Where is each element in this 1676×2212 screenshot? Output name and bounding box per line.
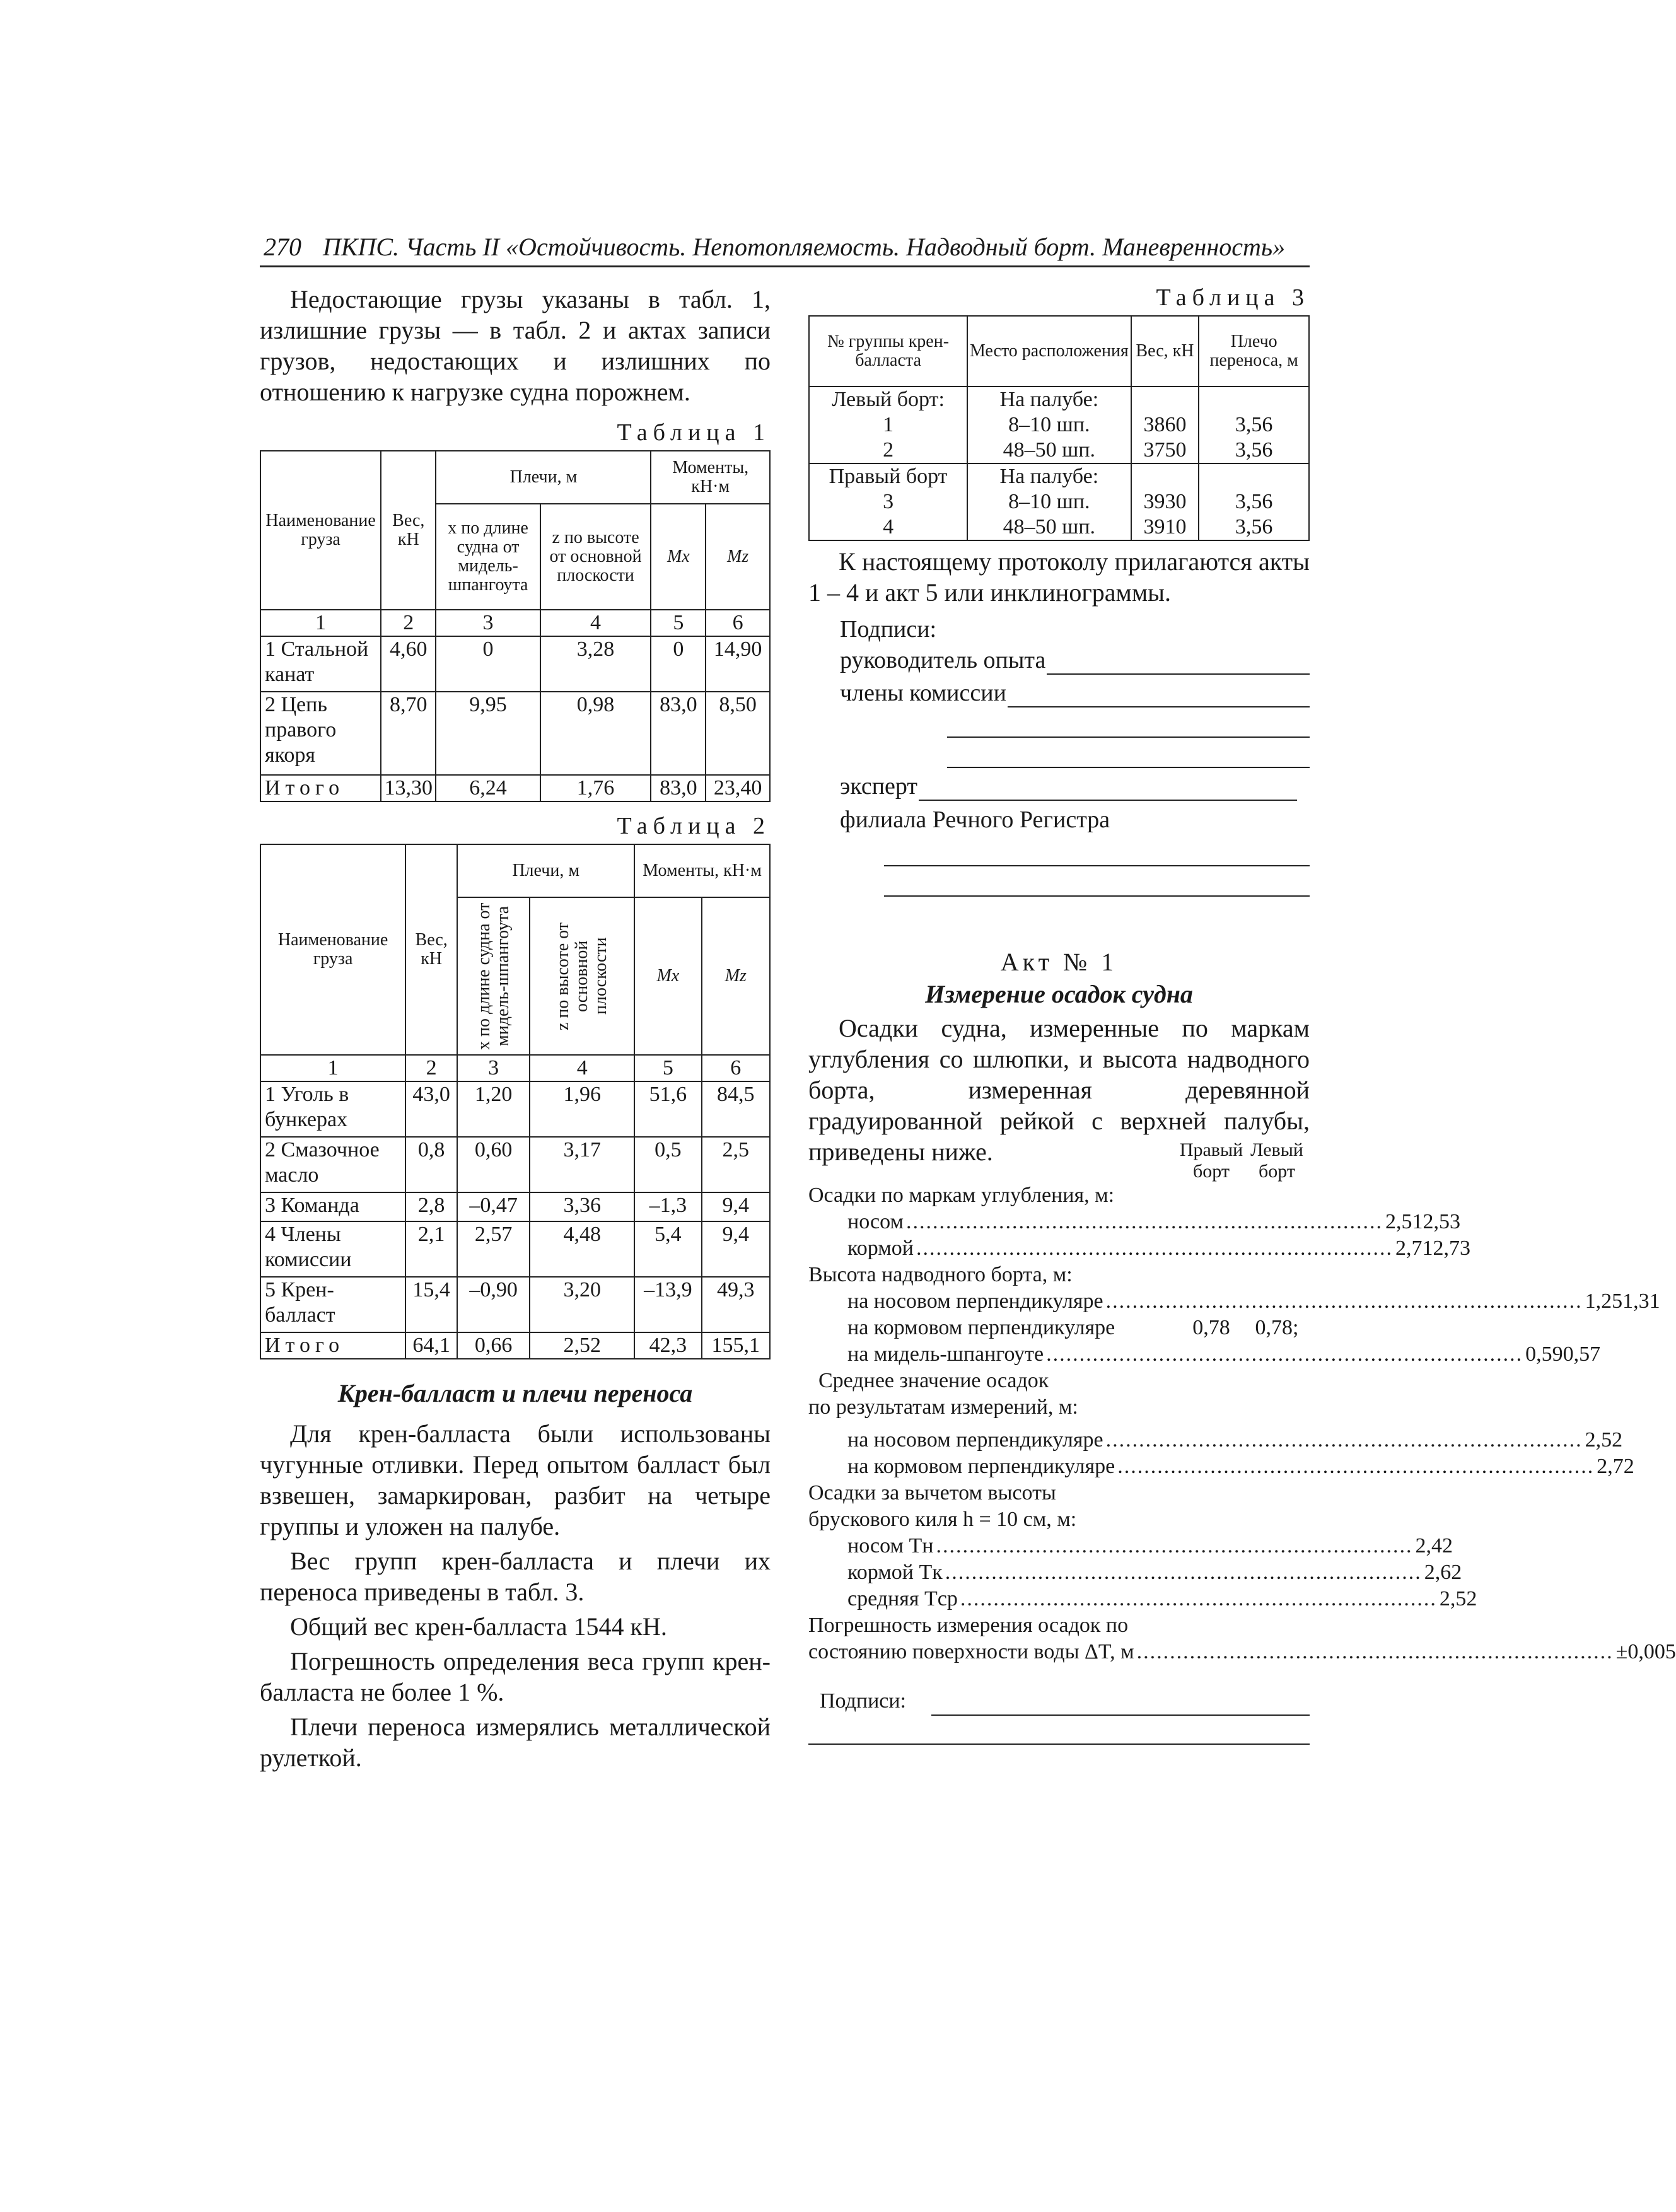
row-label: по результатам измерений, м: <box>808 1395 1078 1419</box>
t2-head-z <box>530 897 634 1055</box>
table-row <box>260 1277 770 1332</box>
row-label: Высота надводного борта, м: <box>808 1263 1073 1286</box>
leader-dots: ........................................................................ <box>1105 1289 1583 1313</box>
cell: 2 Цепь правого якоря <box>260 692 381 775</box>
left-column <box>260 284 771 1773</box>
act-1 <box>808 947 1676 1745</box>
act-title: Акт № 1 <box>1000 948 1118 976</box>
cell: 3860 <box>1143 413 1187 436</box>
row-label: брускового киля h = 10 см, м: <box>808 1508 1077 1531</box>
cell: 3,56 <box>1235 413 1273 436</box>
row-label: состоянию поверхности воды ΔT, м <box>808 1640 1134 1663</box>
cell: 5 Крен-балласт <box>260 1277 405 1332</box>
row-label: на носовом перпендикуляре <box>847 1289 1103 1313</box>
signature-rule <box>947 738 1310 768</box>
value: 2,42 <box>1415 1534 1453 1557</box>
cell: 8,50 <box>706 692 770 775</box>
cell: 4,48 <box>530 1221 634 1277</box>
error-row <box>808 1639 1676 1665</box>
cell: 23,40 <box>706 775 770 801</box>
cell: 3910 <box>1143 515 1187 538</box>
cell: 2 <box>883 438 894 462</box>
t3-place-left <box>967 387 1131 463</box>
measure-row <box>808 1288 1660 1315</box>
t1-num: 2 <box>381 610 436 636</box>
cell: 15,4 <box>405 1277 457 1332</box>
cell: 3930 <box>1143 490 1187 513</box>
value: ±0,005 <box>1615 1640 1676 1663</box>
error-head <box>808 1612 1310 1639</box>
t3-weight-left <box>1131 387 1199 463</box>
cell: 43,0 <box>405 1081 457 1137</box>
cell: 4 Члены комиссии <box>260 1221 405 1277</box>
t3-place-right <box>967 463 1131 540</box>
measure-row <box>808 1341 1601 1368</box>
measure-row <box>808 1315 1310 1341</box>
cell: 1 <box>883 413 894 436</box>
t1-num: 1 <box>260 610 381 636</box>
sign-members-label: члены комиссии <box>840 680 1006 706</box>
signature-rule <box>931 1694 1310 1716</box>
cell: 9,4 <box>702 1221 771 1277</box>
right-column <box>808 284 1676 1745</box>
row-label: средняя Tср <box>847 1587 958 1610</box>
cell: 3,56 <box>1235 515 1273 538</box>
cell: 0,60 <box>457 1137 530 1192</box>
cell: На палубе: <box>999 388 1099 411</box>
value-left: 2,53 <box>1423 1210 1461 1233</box>
drafts-head <box>808 1182 1310 1209</box>
measure-row <box>808 1586 1477 1612</box>
t1-head-name: Наименование груза <box>260 451 381 610</box>
t1-num: 4 <box>540 610 651 636</box>
col-right-label: Правый борт <box>1179 1139 1243 1182</box>
cell: 14,90 <box>706 636 770 692</box>
keel-head <box>808 1480 1310 1506</box>
t1-head-mz: Mz <box>706 504 770 610</box>
measure-row <box>808 1235 1470 1262</box>
table2-caption: Таблица 2 <box>617 813 771 839</box>
act-sign-label: Подписи: <box>820 1689 906 1713</box>
col-left-label: Левый борт <box>1250 1139 1303 1182</box>
table1-caption: Таблица 1 <box>617 419 771 446</box>
t1-num: 6 <box>706 610 770 636</box>
t1-head-moments: Моменты, кН·м <box>651 451 770 504</box>
paragraph: Вес групп крен-балласта и плечи их переноса приведены в табл. 3. <box>260 1547 771 1606</box>
t2-head-weight: Вес, кН <box>405 844 457 1055</box>
cell: 0,5 <box>634 1137 701 1192</box>
measure-row <box>808 1209 1461 1235</box>
value-right: 2,71 <box>1395 1237 1433 1260</box>
cell: 0,98 <box>540 692 651 775</box>
t3-arm-right <box>1199 463 1309 540</box>
signature-rule <box>919 779 1297 801</box>
cell: 13,30 <box>381 775 436 801</box>
value-left: 2,73 <box>1433 1237 1470 1260</box>
t2-num: 2 <box>405 1055 457 1081</box>
cell: 1 Стальной канат <box>260 636 381 692</box>
cell: 48–50 шп. <box>1003 515 1096 538</box>
signature-rule <box>884 866 1310 897</box>
cell: 8–10 шп. <box>1008 490 1090 513</box>
t2-num: 5 <box>634 1055 701 1081</box>
row-label: Погрешность измерения осадок по <box>808 1614 1129 1637</box>
t2-head-z-text: z по высоте от основной плоскости <box>553 922 611 1030</box>
leader-dots: ........................................................................ <box>906 1210 1383 1233</box>
cell: На палубе: <box>999 465 1099 488</box>
t2-head-x <box>457 897 530 1055</box>
cell: 2,5 <box>702 1137 771 1192</box>
signature-rule <box>1008 686 1310 707</box>
t2-head-arms: Плечи, м <box>457 844 634 897</box>
table3 <box>808 315 1310 541</box>
sign-branch-label: филиала Речного Регистра <box>840 806 1110 833</box>
t1-head-z: z по высоте от основной плоскости <box>540 504 651 610</box>
paragraph: Плечи переноса измерялись металлической рулеткой. <box>260 1713 771 1772</box>
cell: Левый борт: <box>832 388 945 411</box>
table-row <box>809 387 1309 463</box>
table-total-row <box>260 1332 770 1359</box>
act-sign-line <box>808 1687 1310 1716</box>
leader-dots: ........................................................................ <box>936 1534 1413 1557</box>
t2-num: 3 <box>457 1055 530 1081</box>
cell: 1,96 <box>530 1081 634 1137</box>
t2-head-name: Наименование груза <box>260 844 405 1055</box>
row-label: Осадки за вычетом высоты <box>808 1481 1056 1505</box>
cell: 0,66 <box>457 1332 530 1359</box>
t1-num: 3 <box>436 610 540 636</box>
cell: 2,52 <box>530 1332 634 1359</box>
t2-head-moments: Моменты, кН·м <box>634 844 770 897</box>
signature-rule <box>947 707 1310 738</box>
cell: 3,20 <box>530 1277 634 1332</box>
table-total-row <box>260 775 770 801</box>
t3-weight-right <box>1131 463 1199 540</box>
cell: 6,24 <box>436 775 540 801</box>
cell: 49,3 <box>702 1277 771 1332</box>
row-label: на кормовом перпендикуляре <box>847 1316 1115 1339</box>
cell: Итого <box>260 775 381 801</box>
measure-row <box>808 1427 1623 1453</box>
leader-dots: ........................................................................ <box>1105 1428 1583 1452</box>
leader-dots: ........................................................................ <box>945 1561 1422 1584</box>
cell: 51,6 <box>634 1081 701 1137</box>
t2-num: 6 <box>702 1055 771 1081</box>
page-number: 270 <box>264 233 301 261</box>
row-label: Осадки по маркам углубления, м: <box>808 1184 1115 1207</box>
t3-side-left <box>809 387 967 463</box>
t2-num-row <box>260 1055 770 1081</box>
leader-dots: ........................................................................ <box>1136 1640 1614 1663</box>
signature-rule <box>884 836 1310 866</box>
cell: 2,8 <box>405 1192 457 1221</box>
t2-head-mz: Mz <box>702 897 771 1055</box>
intro-paragraph: Недостающие грузы указаны в табл. 1, излишние грузы — в табл. 2 и актах записи грузов, недостающих и излишних по отношению к нагрузке судна порожнем. <box>260 285 771 406</box>
leader-dots: ........................................................................ <box>960 1587 1437 1610</box>
cell: 1,20 <box>457 1081 530 1137</box>
row-label: кормой <box>847 1237 914 1260</box>
page-header <box>260 232 1310 267</box>
cell: 84,5 <box>702 1081 771 1137</box>
table-row <box>809 463 1309 540</box>
row-label: носом Tн <box>847 1534 934 1557</box>
t3-head-group: № группы крен-балласта <box>809 316 967 387</box>
section-title: Крен-балласт и плечи переноса <box>337 1379 693 1407</box>
value: 2,52 <box>1439 1587 1477 1610</box>
cell: 5,4 <box>634 1221 701 1277</box>
cell: 3750 <box>1143 438 1187 462</box>
value-left: 0,57 <box>1563 1342 1601 1366</box>
table-row <box>260 1221 770 1277</box>
t1-num-row <box>260 610 770 636</box>
cell: 1 Уголь в бункерах <box>260 1081 405 1137</box>
paragraph: Погрешность определения веса групп крен-балласта не более 1 %. <box>260 1647 771 1706</box>
cell: –0,47 <box>457 1192 530 1221</box>
paragraph: Для крен-балласта были использованы чугунные отливки. Перед опытом балласт был взвешен, замаркирован, разбит на четыре группы и уложен на палубе. <box>260 1419 771 1540</box>
cell: 2,1 <box>405 1221 457 1277</box>
measure-row <box>808 1559 1462 1586</box>
t3-arm-left <box>1199 387 1309 463</box>
sign-expert-line <box>840 772 1310 801</box>
table-row <box>260 692 770 775</box>
act-intro: Осадки судна, измеренные по маркам углубления со шлюпки, и высота надводного борта, измеренная деревянной градуированной рейкой с верхней палубы, приведены ниже. <box>808 1014 1310 1166</box>
value-right: 2,51 <box>1385 1210 1423 1233</box>
cell: 48–50 шп. <box>1003 438 1096 462</box>
cell: –1,3 <box>634 1192 701 1221</box>
t2-num: 4 <box>530 1055 634 1081</box>
measure-row <box>808 1533 1453 1559</box>
leader-dots: ........................................................................ <box>1046 1342 1523 1366</box>
cell: 3,56 <box>1235 438 1273 462</box>
value: 2,62 <box>1424 1561 1462 1584</box>
table1 <box>260 450 771 802</box>
t2-num: 1 <box>260 1055 405 1081</box>
table-row <box>260 1137 770 1192</box>
row-label: кормой Tк <box>847 1561 943 1584</box>
running-title: ПКПС. Часть II «Остойчивость. Непотопляемость. Надводный борт. Маневренность» <box>323 233 1286 261</box>
cell: 3 Команда <box>260 1192 405 1221</box>
cell: 3,17 <box>530 1137 634 1192</box>
signature-rule <box>808 1716 1310 1745</box>
signatures-block <box>808 613 1310 897</box>
cell: –0,90 <box>457 1277 530 1332</box>
value: 2,72 <box>1597 1455 1634 1478</box>
signatures-title: Подписи: <box>840 616 937 643</box>
sign-leader-line <box>840 646 1310 675</box>
cell: 0,8 <box>405 1137 457 1192</box>
measure-row <box>808 1453 1634 1480</box>
value-right: 0,59 <box>1525 1342 1563 1366</box>
cell: 9,4 <box>702 1192 771 1221</box>
cell: 4,60 <box>381 636 436 692</box>
value: 2,52 <box>1585 1428 1623 1452</box>
cell: 2 Смазочное масло <box>260 1137 405 1192</box>
t3-head-place: Место расположения <box>967 316 1131 387</box>
cell: 8–10 шп. <box>1008 413 1090 436</box>
row-label: носом <box>847 1210 904 1233</box>
cell: 2,57 <box>457 1221 530 1277</box>
table2 <box>260 844 771 1359</box>
value-right: 1,25 <box>1585 1289 1623 1313</box>
t3-head-weight: Вес, кН <box>1131 316 1199 387</box>
cell: 3,56 <box>1235 490 1273 513</box>
cell: 8,70 <box>381 692 436 775</box>
cell: 0 <box>651 636 706 692</box>
row-label: на носовом перпендикуляре <box>847 1428 1103 1452</box>
cell: 1,76 <box>540 775 651 801</box>
mean-head-2 <box>808 1394 1310 1421</box>
cell: 3 <box>883 490 894 513</box>
value-right: 0,78 <box>1192 1316 1230 1339</box>
cell: 0 <box>436 636 540 692</box>
cell: 64,1 <box>405 1332 457 1359</box>
t1-num: 5 <box>651 610 706 636</box>
cell: 83,0 <box>651 775 706 801</box>
t1-head-mx: Mx <box>651 504 706 610</box>
attachments-note: К настоящему протоколу прилагаются акты 1 – 4 и акт 5 или инклинограммы. <box>808 547 1310 607</box>
t1-head-x: x по длине судна от мидель-шпангоута <box>436 504 540 610</box>
paragraph: Общий вес крен-балласта 1544 кН. <box>290 1612 667 1641</box>
sign-leader-label: руководитель опыта <box>840 647 1046 673</box>
table-row <box>260 636 770 692</box>
row-label: Среднее значение осадок <box>818 1369 1049 1392</box>
table-row <box>260 1081 770 1137</box>
t2-head-x-text: x по длине судна от мидель-шпангоута <box>474 902 513 1050</box>
sign-expert-label: эксперт <box>840 773 917 800</box>
value-left: 0,78; <box>1255 1316 1299 1339</box>
keel-head-2 <box>808 1506 1310 1533</box>
t1-head-weight: Вес, кН <box>381 451 436 610</box>
value-left: 1,31 <box>1622 1289 1660 1313</box>
cell: 3,28 <box>540 636 651 692</box>
cell: –13,9 <box>634 1277 701 1332</box>
table-row <box>260 1192 770 1221</box>
t3-head-arm: Плечо переноса, м <box>1199 316 1309 387</box>
row-label: на мидель-шпангоуте <box>847 1342 1044 1366</box>
cell: Итого <box>260 1332 405 1359</box>
mean-head <box>808 1368 1310 1394</box>
act-subtitle: Измерение осадок судна <box>925 980 1193 1008</box>
t2-head-mx: Mx <box>634 897 701 1055</box>
cell: 155,1 <box>702 1332 771 1359</box>
sign-members-line <box>840 678 1310 707</box>
cell: 4 <box>883 515 894 538</box>
t1-head-arms: Плечи, м <box>436 451 651 504</box>
cell: Правый борт <box>829 465 948 488</box>
row-label: на кормовом перпендикуляре <box>847 1455 1115 1478</box>
cell: 3,36 <box>530 1192 634 1221</box>
cell: 42,3 <box>634 1332 701 1359</box>
table3-caption: Таблица 3 <box>1156 284 1310 311</box>
freeboard-head <box>808 1262 1310 1288</box>
leader-dots: ........................................................................ <box>916 1237 1393 1260</box>
cell: 9,95 <box>436 692 540 775</box>
cell: 83,0 <box>651 692 706 775</box>
t3-side-right <box>809 463 967 540</box>
signature-rule <box>1047 653 1310 675</box>
leader-dots: ........................................................................ <box>1117 1455 1595 1478</box>
